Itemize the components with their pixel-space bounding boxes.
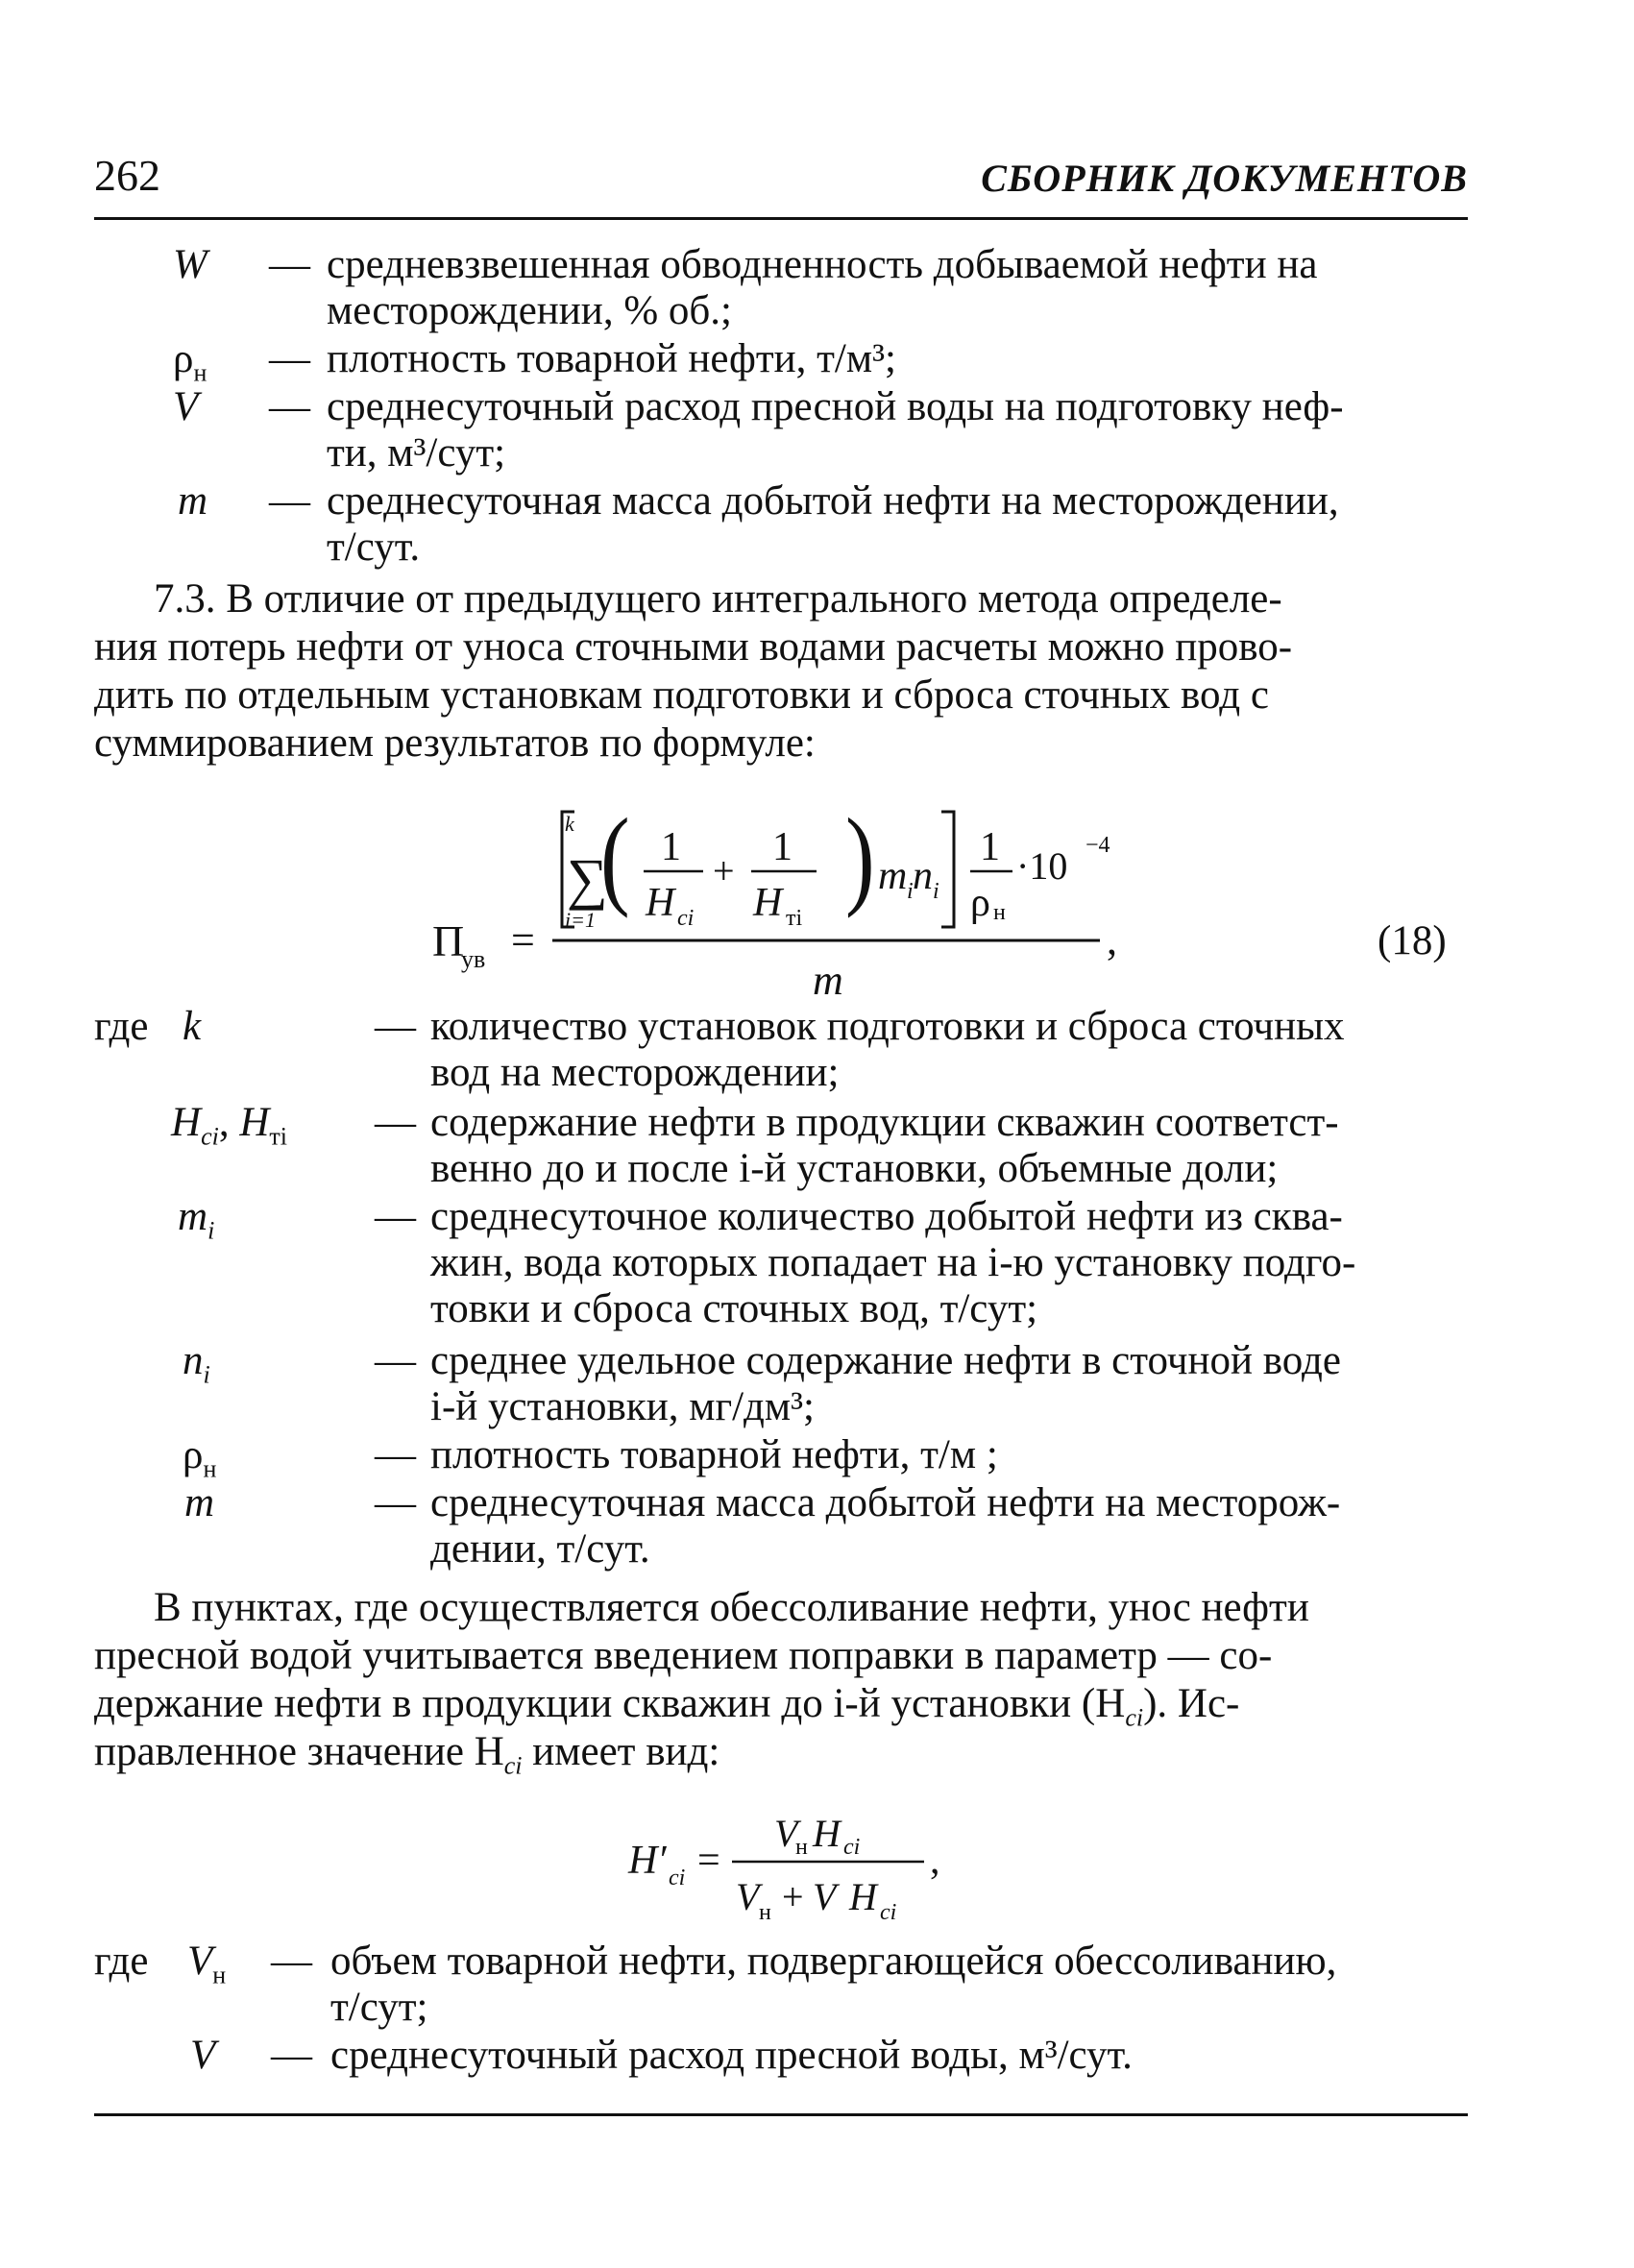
def-text-line: жин, вода которых попадает на i-ю установку подго- (430, 1240, 1356, 1285)
def-symbol-v: V (173, 384, 199, 429)
hci-num-h: H (813, 1812, 841, 1855)
hci-den-plus: + (782, 1875, 804, 1918)
def-dash: — (375, 1004, 416, 1049)
paragraph-line: В пунктах, где осуществляется обессоливание нефти, унос нефти (154, 1585, 1309, 1630)
factor-m: m (878, 854, 908, 898)
sum-lower: i=1 (565, 908, 596, 932)
def-dash: — (375, 1432, 416, 1477)
def-symbol-w: W (173, 242, 207, 287)
def-symbol-k: k (183, 1004, 202, 1049)
hci-den-v2: V (813, 1875, 837, 1918)
def-text-line: содержание нефти в продукции скважин соответст- (430, 1100, 1339, 1145)
hci-equals: = (697, 1839, 720, 1883)
paragraph-line: дить по отдельным установкам подготовки и сброса сточных вод с (94, 672, 1270, 718)
formula-lhs: П (432, 916, 465, 965)
def-text-line: среднесуточный расход пресной воды на подготовку неф- (327, 384, 1344, 429)
def-text-line: среднесуточная масса добытой нефти на месторож- (430, 1480, 1341, 1525)
def-text-line: дении, т/сут. (430, 1526, 650, 1572)
footer-rule (94, 2113, 1468, 2116)
frac2-den-sub: тi (786, 906, 803, 931)
hci-num-v-sub: н (795, 1835, 808, 1860)
def-text-line: среднесуточный расход пресной воды, м³/сут. (330, 2033, 1133, 2078)
hci-den-h-sub: ci (880, 1900, 897, 1925)
hci-den-v-sub: н (759, 1900, 771, 1925)
paragraph-line: правленное значение $H_{ci}$ имеет вид: (94, 1729, 720, 1780)
def-dash: — (375, 1338, 416, 1383)
def-symbol-m: m (178, 478, 208, 524)
def-text-line: среднесуточная масса добытой нефти на месторождении, (327, 478, 1339, 524)
running-title: СБОРНИК ДОКУМЕНТОВ (981, 157, 1468, 200)
def-text-line: плотность товарной нефти, т/м ; (430, 1432, 998, 1477)
formula-18 (423, 793, 1153, 1004)
def-dash: — (375, 1480, 416, 1525)
def-text-line: товки и сброса сточных вод, т/сут; (430, 1286, 1038, 1331)
def-text-line: i-й установки, мг/дм³; (430, 1384, 815, 1429)
right-paren: ) (845, 795, 875, 919)
def-text-line: количество установок подготовки и сброса сточных (430, 1004, 1345, 1049)
def-dash: — (271, 1939, 312, 1984)
main-denominator: m (813, 957, 843, 1004)
def-symbol-mi: $m_i$ (178, 1194, 215, 1245)
hci-lhs-sub: ci (669, 1866, 686, 1890)
page-header (94, 150, 1468, 220)
hci-den-h: H (849, 1875, 877, 1918)
def-dash: — (271, 2033, 312, 2078)
formula-hci (624, 1796, 970, 1931)
factor-m-sub: i (907, 879, 914, 904)
formula-lhs-sub: ув (461, 945, 486, 973)
def-dash: — (269, 384, 310, 429)
def-text-line: средневзвешенная обводненность добываемой нефти на (327, 242, 1318, 287)
def-symbol-rho: $\rho_н$ (183, 1432, 217, 1483)
hci-num-v: V (774, 1812, 798, 1855)
left-paren: ( (600, 795, 630, 919)
right-bracket (941, 812, 954, 927)
def-text-line: плотность товарной нефти, т/м³; (327, 336, 896, 381)
page-number: 262 (94, 151, 160, 200)
ten-power: ·10 (1016, 844, 1068, 888)
frac-plus: + (713, 849, 735, 892)
hci-den-v: V (736, 1875, 760, 1918)
def-text-line: среднесуточное количество добытой нефти из сква- (430, 1194, 1343, 1239)
hci-num-h-sub: ci (843, 1835, 861, 1860)
def-dash: — (269, 478, 310, 524)
paragraph-line: пресной водой учитывается введением поправки в параметр — со- (94, 1633, 1273, 1678)
paragraph-line: суммированием результатов по формуле: (94, 720, 816, 766)
formula-comma: , (1107, 916, 1117, 963)
def-symbol-ni: $n_i$ (183, 1338, 210, 1389)
frac2-den: H (753, 881, 783, 925)
paragraph-line: держание нефти в продукции скважин до i-й установки $(H_{ci})$. Ис- (94, 1681, 1240, 1732)
factor-n-sub: i (933, 879, 939, 904)
def-symbol-rho: $\rho_н$ (173, 336, 207, 387)
where-label: где (94, 1004, 149, 1049)
sum-upper: k (565, 812, 574, 836)
frac2-num: 1 (772, 825, 793, 869)
sum-sign: ∑ (567, 847, 608, 911)
ten-exponent: −4 (1085, 833, 1110, 858)
frac1-den: H (646, 881, 675, 925)
def-dash: — (269, 242, 310, 287)
hci-comma: , (930, 1839, 940, 1883)
rho-frac-den-sub: н (993, 900, 1006, 925)
frac1-den-sub: ci (677, 906, 695, 931)
def-symbol-m: m (184, 1480, 215, 1525)
def-text-line: ти, м³/сут; (327, 430, 506, 476)
hci-lhs: H′ (628, 1839, 667, 1883)
def-symbol-v: V (190, 2033, 216, 2078)
def-dash: — (375, 1100, 416, 1145)
def-text-line: т/сут; (330, 1985, 428, 2030)
paragraph-line: 7.3. В отличие от предыдущего интегрального метода определе- (154, 576, 1282, 622)
def-text-line: объем товарной нефти, подвергающейся обессоливанию, (330, 1939, 1337, 1984)
paragraph-line: ния потерь нефти от уноса сточными водами расчеты можно прово- (94, 624, 1293, 670)
equation-number: (18) (1378, 918, 1447, 963)
formula-equals: = (511, 916, 535, 963)
def-symbol-vn: $V_н$ (187, 1939, 227, 1989)
frac1-num: 1 (661, 825, 681, 869)
def-dash: — (269, 336, 310, 381)
def-text-line: т/сут. (327, 524, 421, 570)
def-text-line: венно до и после i-й установки, объемные доли; (430, 1146, 1279, 1191)
def-text-line: вод на месторождении; (430, 1050, 840, 1095)
def-text-line: месторождении, % об.; (327, 288, 732, 333)
rho-frac-num: 1 (980, 825, 1000, 869)
def-text-line: среднее удельное содержание нефти в сточной воде (430, 1338, 1341, 1383)
where-label: где (94, 1939, 149, 1984)
rho-frac-den: ρ (970, 881, 990, 925)
factor-n: n (913, 854, 933, 898)
def-dash: — (375, 1194, 416, 1239)
def-symbol-hci-hti: $H_{ci}$, $H_{тi}$ (171, 1100, 287, 1151)
